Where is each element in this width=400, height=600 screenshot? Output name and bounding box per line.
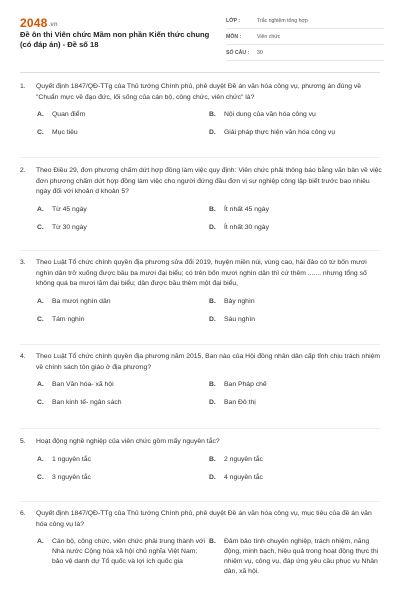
option-text: Đảm bảo tính chuyên nghiệp, trách nhiệm, năng động, minh bạch, hiệu quả trong hoạt động thực thi nhiệm vụ, công vụ, đáp ứng yêu cầu phục vụ Nhân dân, xã hội. [224,538,379,575]
option-a[interactable] [37,110,209,120]
option-letter: A. [37,205,44,213]
exam-meta-table [226,13,384,61]
option-a[interactable] [37,537,209,577]
question-text: Hoạt động nghề nghiệp của viên chức gồm mấy nguyên tắc? [36,438,220,445]
option-letter: D. [209,129,216,136]
meta-key: LỚP : [226,17,241,24]
option-d[interactable] [209,473,381,483]
question-separator [20,501,380,502]
meta-row-count [226,45,384,61]
option-letter: B. [209,205,216,213]
option-b[interactable] [209,380,381,390]
meta-value: Trắc nghiệm tổng hợp [257,17,308,24]
question-number: 5. [20,438,26,445]
option-text: 3 nguyên tắc [52,473,91,481]
question-separator [20,157,380,158]
option-b[interactable] [209,297,381,307]
question-text: Theo Luật Tổ chức chính quyền địa phương năm 2015, Ban nào của Hội đồng nhân dân cấp tỉnh chịu trách nhiệm về chính sách tôn giáo ở địa phương? [36,353,381,371]
option-c[interactable] [37,128,209,138]
meta-value: Viên chức [257,33,281,40]
question-4 [20,352,382,416]
option-text: Từ 30 ngày [52,223,87,231]
option-text: Nội dung của văn hóa công vụ [224,111,316,118]
header-divider [20,72,380,73]
option-b[interactable] [209,110,381,120]
option-text: 2 nguyên tắc [224,455,263,463]
question-number: 4. [20,353,26,360]
option-letter: C. [37,399,44,406]
option-letter: B. [209,111,216,118]
question-3 [20,258,382,333]
option-text: 1 nguyên tắc [52,455,91,463]
option-text: Từ 45 ngày [52,205,87,213]
question-5 [20,437,382,491]
option-text: Ban Pháp chế [224,381,267,388]
question-separator [20,250,380,251]
option-a[interactable] [37,455,209,465]
meta-key: MÔN : [226,33,242,40]
option-c[interactable] [37,473,209,483]
option-text: Tám nghìn [52,315,85,323]
option-text: Ban Đô thị [224,399,256,406]
question-text: Quyết định 1847/QĐ-TTg của Thủ tướng Chính phủ, phê duyệt Đề án văn hóa công vụ, phương án đúng về "Chuẩn mực về đạo đức, lối sống của cán bộ, công chức, viên chức" là? [36,83,362,101]
option-c[interactable] [37,398,209,408]
option-letter: A. [37,455,44,463]
option-letter: D. [209,223,216,231]
meta-value: 30 [257,49,263,56]
option-letter: C. [37,315,44,323]
meta-row-subject [226,29,384,45]
option-c[interactable] [37,223,209,233]
option-letter: C. [37,129,44,136]
option-letter: A. [37,538,44,545]
question-6 [20,509,382,585]
option-text: Sáu nghìn [224,315,255,323]
question-number: 3. [20,259,26,266]
option-c[interactable] [37,315,209,325]
option-letter: B. [209,455,216,463]
option-a[interactable] [37,297,209,307]
option-letter: B. [209,297,216,305]
question-separator [20,344,380,345]
option-a[interactable] [37,205,209,215]
option-letter: A. [37,111,44,118]
question-text: Theo Điều 29, đơn phương chấm dứt hợp đồng làm việc quy định: Viên chức phải thông báo bằng văn bản về việc đơn phương chấm dứt hợp đồng làm việc cho người đứng đầu đơn vị sự nghiệp công lập biết trước bao nhiêu ngày đối với khoản d khoản 5? [36,167,382,195]
option-letter: A. [37,297,44,305]
option-d[interactable] [209,223,381,233]
option-text: Ban kinh tế- ngân sách [52,399,122,406]
option-letter: D. [209,315,216,323]
option-text: Bảy nghìn [224,297,255,305]
option-text: Ban Văn hóa- xã hội [52,381,114,388]
option-letter: B. [209,538,216,545]
option-letter: B. [209,381,216,388]
option-d[interactable] [209,128,381,138]
question-number: 6. [20,510,26,517]
logo-number: 2048 [20,16,48,30]
option-text: Cán bộ, công chức, viên chức phải trung thành với Nhà nước Cộng hòa xã hội chủ nghĩa Việt Nam; bảo vệ danh dự Tổ quốc và lợi ích quốc gia [52,538,205,565]
question-separator [20,428,380,429]
question-number: 2. [20,167,26,174]
option-text: 4 nguyên tắc [224,473,263,481]
exam-title: Đề ôn thi Viên chức Mầm non phần Kiến thức chung (có đáp án) - Đề số 18 [20,30,210,49]
option-text: Giải pháp thực hiện văn hóa công vụ [224,129,336,136]
option-letter: D. [209,399,216,406]
option-a[interactable] [37,380,209,390]
question-2 [20,166,382,241]
document-header [0,0,400,70]
option-letter: A. [37,381,44,388]
question-text: Theo Luật Tổ chức chính quyền địa phương sửa đổi 2019, huyện miền núi, vùng cao, hải đảo có từ bốn mươi nghìn dân trở xuống được bầu ba mươi đại biểu; có trên bốn mươi nghìn dân thì cứ thêm ....... nhưng tổng số không quá ba mươi lăm đại biểu; dân được bầu thêm một đại biểu, [36,259,367,287]
question-text: Quyết định 1847/QĐ-TTg của Thủ tướng Chính phủ, phê duyệt Đề án văn hóa công vụ, mục tiêu của đề án văn hóa công vụ là? [36,510,372,528]
option-d[interactable] [209,398,381,408]
option-b[interactable] [209,205,381,215]
site-logo[interactable] [20,16,58,30]
option-letter: C. [37,473,44,481]
option-b[interactable] [209,537,381,577]
option-d[interactable] [209,315,381,325]
meta-row-class [226,13,384,29]
option-text: Ba mươi nghìn dân [52,297,111,305]
option-text: Ít nhất 45 ngày [224,205,269,213]
question-number: 1. [20,83,26,90]
option-b[interactable] [209,455,381,465]
question-1 [20,82,382,146]
option-text: Ít nhất 30 ngày [224,223,269,231]
meta-key: SỐ CÂU : [226,49,250,56]
option-letter: C. [37,223,44,231]
logo-suffix: .vn [48,22,58,28]
option-text: Mục tiêu [52,129,78,136]
option-letter: D. [209,473,216,481]
option-text: Quan điểm [52,111,86,118]
